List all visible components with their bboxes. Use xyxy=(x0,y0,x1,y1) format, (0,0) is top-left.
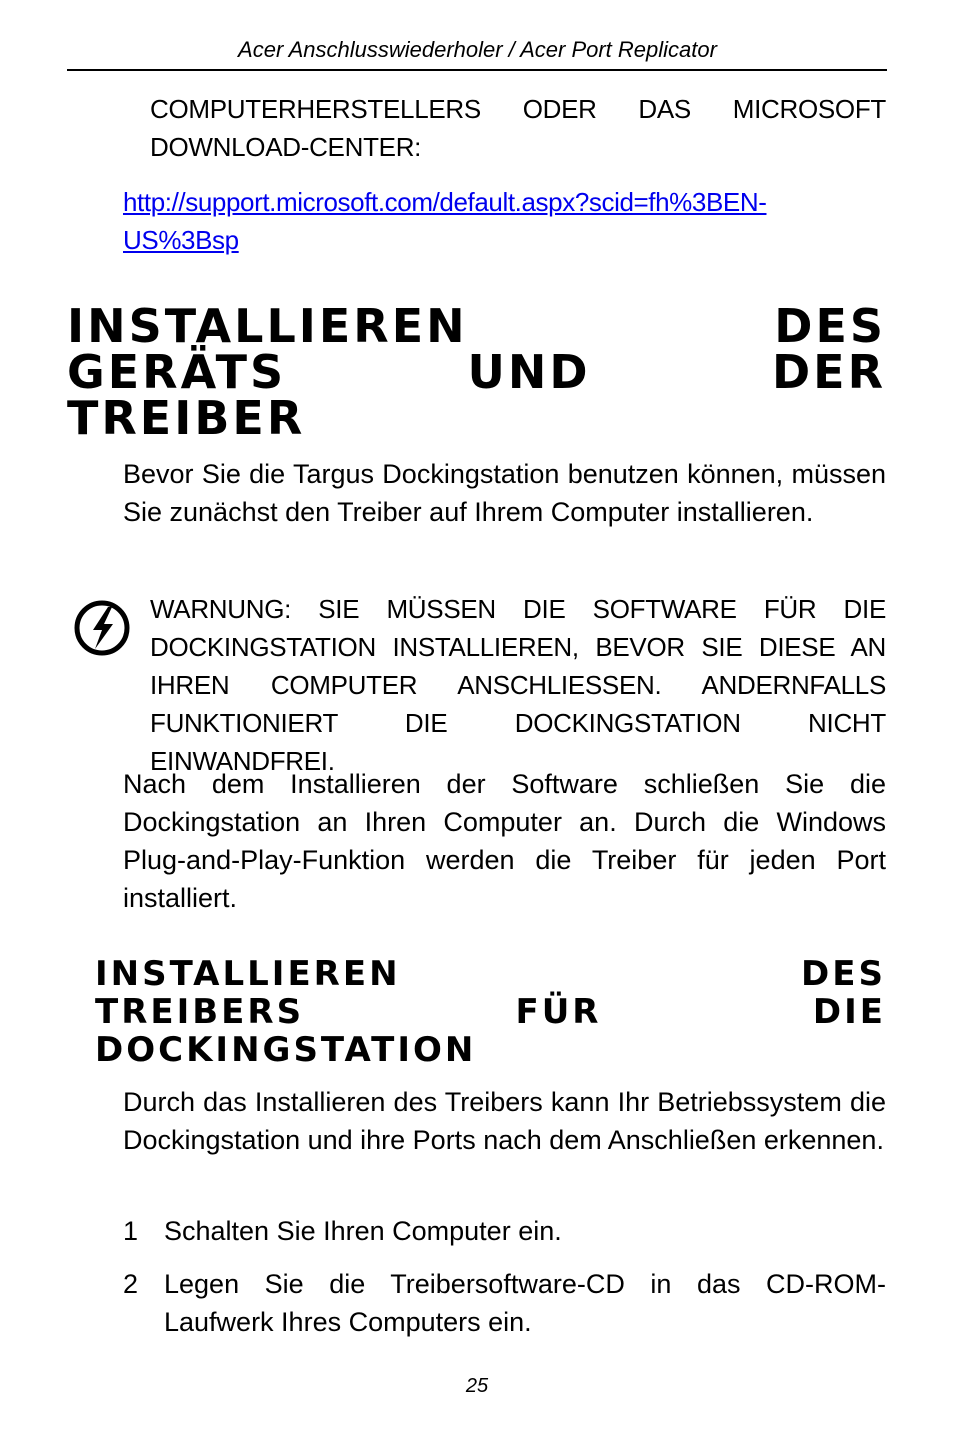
section1-paragraph1: Bevor Sie die Targus Dockingstation benutzen können, müssen Sie zunächst den Treiber auf Ihrem Computer installieren. xyxy=(123,459,886,527)
step-number: 2 xyxy=(123,1269,139,1299)
section1-heading-line1: INSTALLIEREN DES xyxy=(67,299,886,353)
section2-heading-line3: DOCKINGSTATION xyxy=(95,1030,477,1070)
page-header-title: Acer Anschlusswiederholer / Acer Port Replicator xyxy=(238,37,717,62)
step-text: Legen Sie die Treibersoftware-CD in das CD-ROM-Laufwerk Ihres Computers ein. xyxy=(164,1269,886,1337)
step-number: 1 xyxy=(123,1216,139,1246)
microsoft-support-link[interactable]: http://support.microsoft.com/default.aspx?scid=fh%3BEN-US%3Bsp xyxy=(123,187,767,255)
page-number: 25 xyxy=(465,1375,489,1397)
lightning-warning-icon xyxy=(71,597,133,659)
section1-heading-line2: GERÄTS UND DER xyxy=(67,345,886,399)
section1-heading-line3: TREIBER xyxy=(67,391,306,445)
warning-text: WARNUNG: SIE MÜSSEN DIE SOFTWARE FÜR DIE DOCKINGSTATION INSTALLIEREN, BEVOR SIE DIESE AN IHREN COMPUTER ANSCHLIESSEN. ANDERNFALLS FUNKTIONIERT DIE DOCKINGSTATION NICHT EINWANDFREI. xyxy=(150,594,886,776)
section2-heading xyxy=(95,955,886,1069)
section2-heading-line1: INSTALLIEREN DES xyxy=(95,954,886,994)
header-divider xyxy=(67,69,887,71)
step-text: Schalten Sie Ihren Computer ein. xyxy=(164,1216,562,1246)
section2-paragraph1: Durch das Installieren des Treibers kann Ihr Betriebssystem die Dockingstation und ihre Ports nach dem Anschließen erkennen. xyxy=(123,1087,886,1155)
section1-paragraph2: Nach dem Installieren der Software schließen Sie die Dockingstation an Ihren Computer an. Durch die Windows Plug-and-Play-Funktion werden die Treiber für jeden Port installiert. xyxy=(123,769,886,913)
section2-heading-line2: TREIBERS FÜR DIE xyxy=(95,992,886,1032)
section1-heading xyxy=(67,299,886,445)
intro-text: COMPUTERHERSTELLERS ODER DAS MICROSOFT DOWNLOAD-CENTER: xyxy=(150,94,886,162)
